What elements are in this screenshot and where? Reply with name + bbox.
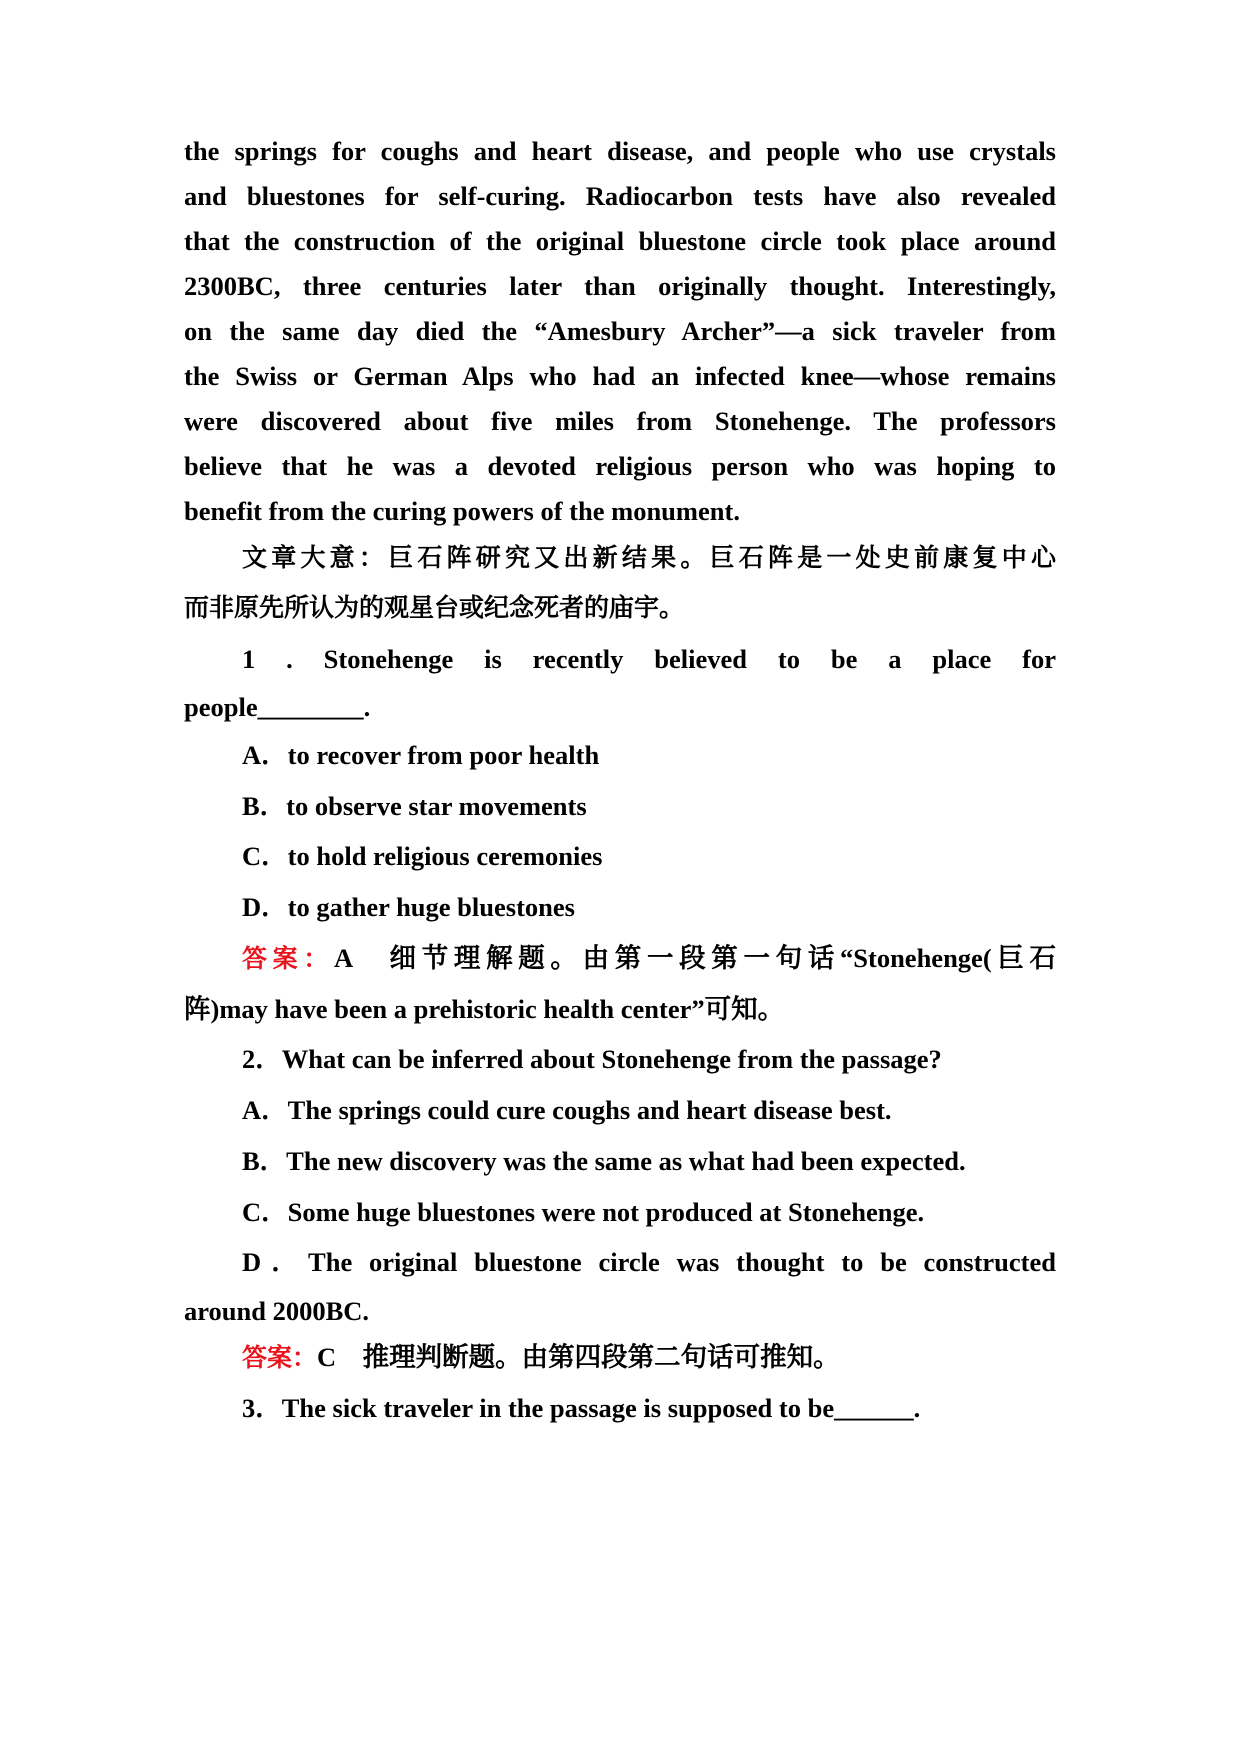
passage-line: and bluestones for self-curing. Radiocarbon tests have also revealed — [184, 181, 1056, 211]
question-3-stem: 3．The sick traveler in the passage is supposed to be______. — [242, 1393, 921, 1423]
question-2-option-d: D．The original bluestone circle was thought to be constructed — [242, 1247, 1056, 1277]
passage-line: that the construction of the original bluestone circle took place around — [184, 226, 1056, 256]
question-2-option-c: C．Some huge bluestones were not produced at Stonehenge. — [242, 1197, 925, 1227]
answer-2-line — [242, 1340, 1056, 1375]
question-1-option-b: B．to observe star movements — [242, 791, 587, 821]
passage-line: believe that he was a devoted religious person who was hoping to — [184, 451, 1056, 481]
summary-label: 文章大意： — [242, 543, 389, 572]
summary-line-2: 而非原先所认为的观星台或纪念死者的庙宇。 — [184, 593, 685, 622]
answer-1-label: 答案： — [242, 944, 335, 973]
question-2-stem: 2．What can be inferred about Stonehenge from the passage? — [242, 1044, 942, 1074]
answer-2-text: C 推理判断题。由第四段第二句话可推知。 — [317, 1342, 840, 1372]
question-1-stem-cont: people________. — [184, 692, 371, 722]
answer-2-label: 答案： — [242, 1343, 318, 1372]
question-1-option-a: A．to recover from poor health — [242, 740, 600, 770]
question-2-option-b: B．The new discovery was the same as what had been expected. — [242, 1146, 966, 1176]
passage-line: on the same day died the “Amesbury Archer”—a sick traveler from — [184, 316, 1056, 346]
question-1-option-d: D．to gather huge bluestones — [242, 892, 575, 922]
question-2-option-d-cont: around 2000BC. — [184, 1296, 370, 1326]
question-2-option-a: A．The springs could cure coughs and heart disease best. — [242, 1095, 892, 1125]
answer-1-line-2: 阵)may have been a prehistoric health center”可知。 — [184, 994, 785, 1024]
passage-line: were discovered about five miles from Stonehenge. The professors — [184, 406, 1056, 436]
summary-text: 巨石阵研究又出新结果。巨石阵是一处史前康复中心 — [388, 543, 1056, 572]
answer-1-text: A 细节理解题。由第一段第一句话“Stonehenge(巨石 — [334, 943, 1056, 973]
passage-line: the springs for coughs and heart disease, and people who use crystals — [184, 136, 1056, 166]
passage-line: benefit from the curing powers of the monument. — [184, 496, 740, 526]
passage-line: the Swiss or German Alps who had an infected knee—whose remains — [184, 361, 1056, 391]
answer-1-line-1 — [242, 941, 1056, 976]
question-1-option-c: C．to hold religious ceremonies — [242, 841, 603, 871]
passage-line: 2300BC, three centuries later than originally thought. Interestingly, — [184, 271, 1056, 301]
summary-line-1 — [242, 540, 1056, 575]
question-1-stem: 1 . Stonehenge is recently believed to be a place for — [242, 644, 1056, 674]
